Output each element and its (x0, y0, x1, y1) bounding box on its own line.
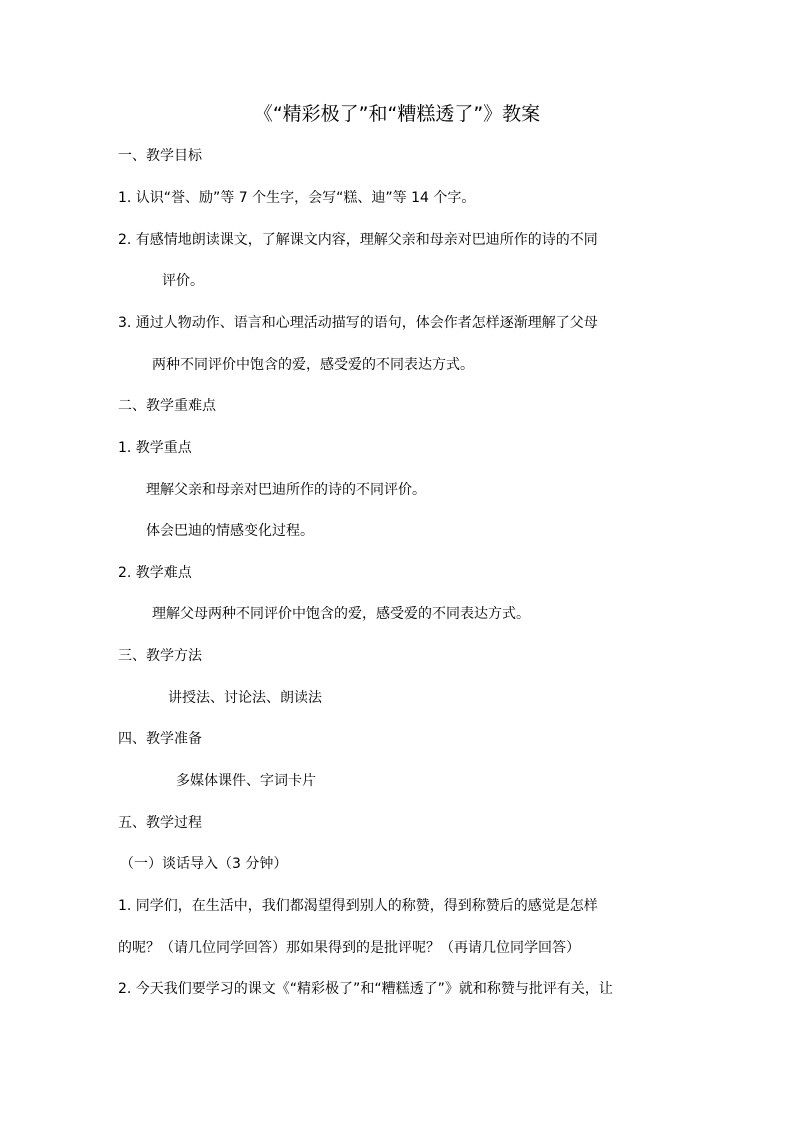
methods-text: 讲授法、讨论法、朗读法 (168, 690, 322, 706)
document-title: 《“精彩极了”和“糟糕透了”》教案 (253, 103, 541, 125)
key-point-1: 理解父亲和母亲对巴迪所作的诗的不同评价。 (146, 482, 426, 498)
section-heading-methods: 三、教学方法 (118, 648, 202, 664)
difficulty-1: 理解父母两种不同评价中饱含的爱，感受爱的不同表达方式。 (152, 606, 530, 622)
objective-1: 1. 认识“誉、励”等 7 个生字，会写“糕、迪”等 14 个字。 (118, 190, 476, 206)
preparation-text: 多媒体课件、字词卡片 (176, 773, 316, 789)
objective-2: 2. 有感情地朗读课文，了解课文内容，理解父亲和母亲对巴迪所作的诗的不同 (118, 232, 598, 248)
subheading-intro: （一）谈话导入（3 分钟） (120, 856, 288, 872)
process-paragraph-2: 2. 今天我们要学习的课文《“精彩极了”和“糟糕透了”》就和称赞与批评有关，让 (118, 981, 613, 997)
section-heading-process: 五、教学过程 (118, 815, 202, 831)
section-heading-preparation: 四、教学准备 (118, 731, 202, 747)
process-paragraph-1: 1. 同学们，在生活中，我们都渴望得到别人的称赞，得到称赞后的感觉是怎样 (118, 898, 598, 914)
subheading-key-point: 1. 教学重点 (118, 440, 192, 456)
objective-2-continued: 评价。 (162, 273, 204, 289)
objective-3-continued: 两种不同评价中饱含的爱，感受爱的不同表达方式。 (152, 357, 474, 373)
subheading-difficulty: 2. 教学难点 (118, 565, 192, 581)
section-heading-key-points: 二、教学重难点 (118, 398, 216, 414)
section-heading-objectives: 一、教学目标 (118, 148, 202, 164)
objective-3: 3. 通过人物动作、语言和心理活动描写的语句，体会作者怎样逐渐理解了父母 (118, 315, 598, 331)
key-point-2: 体会巴迪的情感变化过程。 (146, 523, 314, 539)
process-paragraph-1-continued: 的呢？（请几位同学回答）那如果得到的是批评呢？（再请几位同学回答） (118, 940, 580, 956)
